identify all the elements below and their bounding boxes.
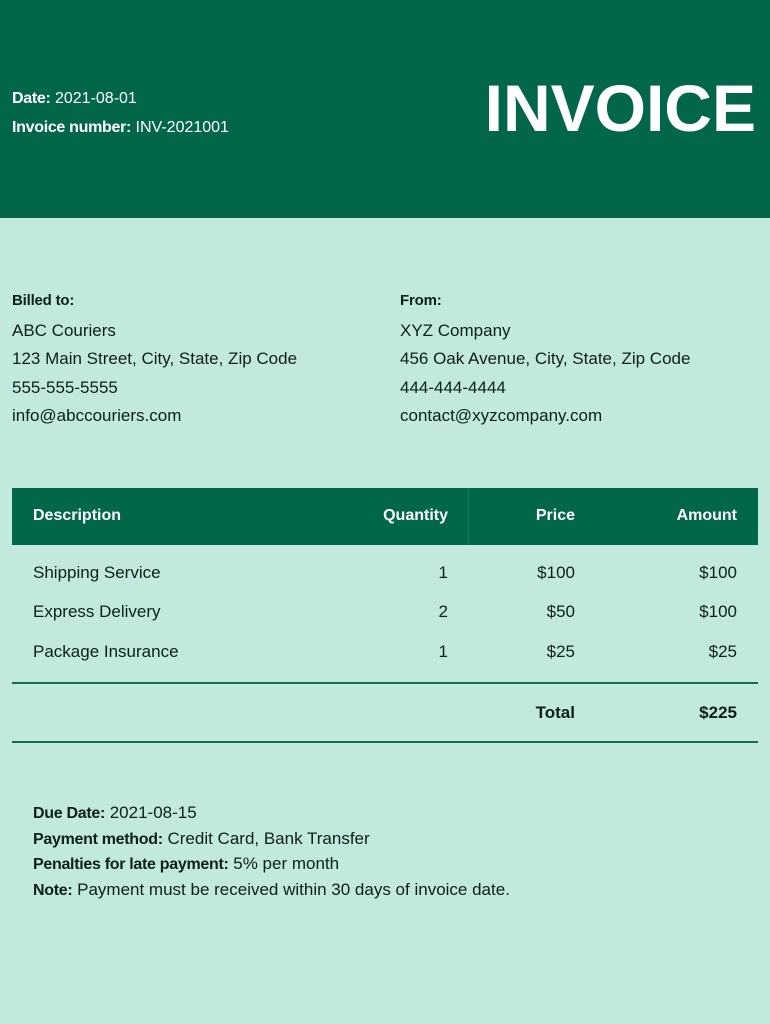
item-quantity: 1: [438, 642, 448, 661]
line-items-table: [12, 488, 758, 545]
penalty-line: [33, 852, 510, 878]
item-amount: $25: [708, 642, 737, 661]
item-description: Package Insurance: [33, 642, 179, 661]
table-divider-bottom: [12, 741, 758, 743]
invoice-number-label: Invoice number:: [12, 119, 132, 136]
invoice-header: [0, 0, 770, 218]
due-date-line: [33, 801, 510, 827]
item-price: $50: [546, 602, 575, 621]
table-row: [12, 563, 758, 587]
date-value: 2021-08-01: [54, 90, 137, 107]
item-quantity: 1: [438, 563, 448, 582]
invoice-meta: [12, 84, 229, 142]
header-quantity: Quantity: [383, 507, 448, 524]
due-date-label: Due Date:: [33, 805, 105, 822]
header-amount: Amount: [676, 507, 737, 524]
table-divider-top: [12, 682, 758, 684]
item-price: $100: [537, 563, 575, 582]
from-email: contact@xyzcompany.com: [400, 406, 603, 425]
penalty-label: Penalties for late payment:: [33, 856, 229, 873]
header-divider: [468, 488, 469, 545]
item-amount: $100: [699, 602, 737, 621]
total-row: [12, 703, 758, 727]
payment-method-line: [33, 827, 510, 853]
from-block: [400, 287, 690, 431]
item-description: Shipping Service: [33, 563, 161, 582]
total-value: $225: [699, 703, 737, 722]
billed-to-block: [12, 287, 297, 431]
from-name: XYZ Company: [400, 320, 511, 340]
billed-to-address: 123 Main Street, City, State, Zip Code: [12, 349, 298, 368]
penalty-value: 5% per month: [233, 854, 340, 873]
total-label: Total: [535, 703, 575, 722]
header-description: Description: [33, 507, 122, 524]
item-price: $25: [546, 642, 575, 661]
from-phone: 444-444-4444: [400, 377, 506, 397]
date-label: Date:: [12, 90, 51, 107]
payment-method-value: Credit Card, Bank Transfer: [167, 828, 370, 848]
table-row: [12, 642, 758, 666]
from-heading: From:: [400, 292, 442, 309]
note-label: Note:: [33, 881, 73, 899]
header-price: Price: [535, 507, 575, 524]
invoice-number-value: INV-2021001: [135, 119, 229, 136]
note-value: Payment must be received within 30 days of invoice date.: [77, 879, 510, 899]
invoice-number-line: [12, 113, 229, 142]
billed-to-name: ABC Couriers: [12, 320, 116, 340]
due-date-value: 2021-08-15: [109, 803, 197, 822]
note-line: [33, 878, 510, 904]
billed-to-phone: 555-555-5555: [12, 377, 118, 397]
table-row: [12, 602, 758, 626]
from-address: 456 Oak Avenue, City, State, Zip Code: [400, 349, 691, 368]
invoice-title: INVOICE: [484, 71, 756, 145]
item-amount: $100: [699, 563, 737, 582]
item-quantity: 2: [438, 602, 448, 621]
date-line: [12, 84, 229, 113]
billed-to-heading: Billed to:: [12, 292, 75, 309]
billed-to-email: info@abccouriers.com: [12, 406, 182, 425]
payment-method-label: Payment method:: [33, 830, 163, 848]
item-description: Express Delivery: [33, 602, 161, 621]
table-header: [12, 488, 758, 545]
payment-notes: [33, 801, 510, 903]
